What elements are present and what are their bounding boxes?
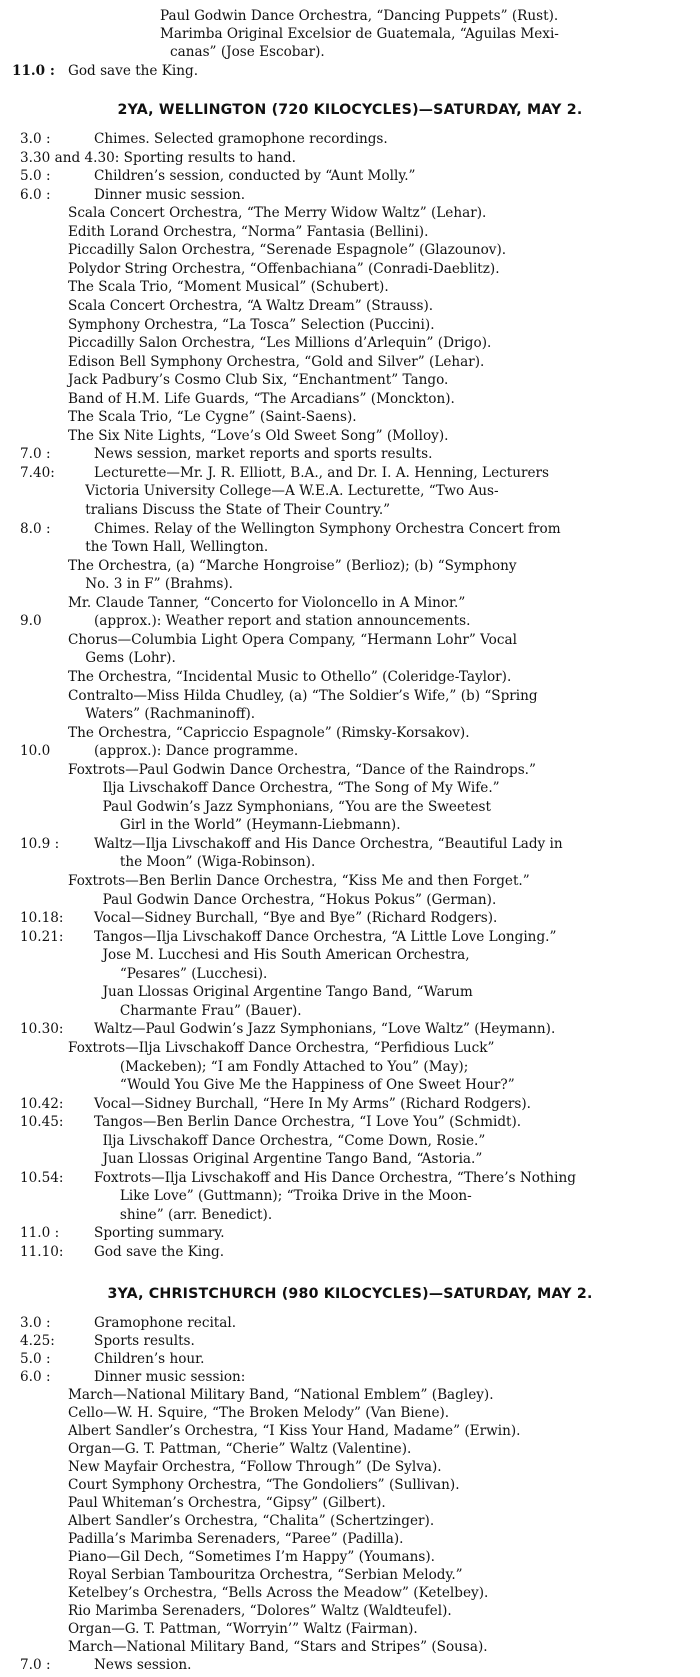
programme-line [20, 853, 315, 871]
programme-time: 6.0 : [20, 1369, 51, 1385]
programme-line [20, 427, 448, 445]
programme-time: 10.0 [20, 743, 51, 760]
programme-time: 4.25: [20, 1333, 55, 1349]
programme-line [20, 1187, 472, 1205]
programme-text: Children’s session, conducted by “Aunt Molly.” [94, 168, 416, 185]
programme-line [20, 742, 298, 760]
programme-line [20, 1386, 494, 1404]
programme-text: Foxtrots—Ben Berlin Dance Orchestra, “Kiss Me and then Forget.” [68, 873, 530, 889]
programme-line [20, 1638, 488, 1656]
programme-time: 10.45: [20, 1114, 64, 1131]
programme-line [20, 612, 470, 630]
programme-text: 3.30 and 4.30: Sporting results to hand. [20, 149, 296, 166]
programme-line [20, 1422, 520, 1440]
programme-line [20, 334, 491, 352]
programme-text: March—National Military Band, “Stars and Stripes” (Sousa). [68, 1639, 488, 1655]
programme-line [20, 1404, 449, 1422]
programme-text: The Orchestra, “Capriccio Espagnole” (Rimsky-Korsakov). [68, 724, 470, 741]
programme-text: Foxtrots—Ilja Livschakoff and His Dance Orchestra, “There’s Nothing [94, 1169, 576, 1186]
programme-line [20, 1332, 195, 1350]
programme-time: 8.0 : [20, 520, 51, 537]
programme-text: Scala Concert Orchestra, “The Merry Widow Waltz” (Lehar). [68, 205, 487, 222]
programme-line [20, 705, 255, 723]
programme-line [20, 872, 530, 890]
programme-line [20, 538, 268, 556]
programme-text: No. 3 in F” (Brahms). [68, 576, 234, 593]
programme-line [20, 1169, 576, 1187]
programme-line [20, 631, 517, 649]
programme-text: Sporting summary. [94, 1225, 225, 1242]
programme-line [20, 353, 484, 371]
programme-line [20, 316, 435, 334]
programme-text: Juan Llossas Original Argentine Tango Band, “Warum [68, 984, 473, 1001]
programme-text: Organ—G. T. Pattman, “Worryin’” Waltz (Fairman). [68, 1621, 418, 1637]
programme-text: March—National Military Band, “National Emblem” (Bagley). [68, 1387, 494, 1403]
programme-text: Edison Bell Symphony Orchestra, “Gold and Silver” (Lehar). [68, 353, 485, 370]
programme-text: News session, market reports and sports results. [94, 446, 433, 463]
programme-line [20, 1076, 515, 1094]
programme-text: The Orchestra, “Incidental Music to Othello” (Coleridge-Taylor). [68, 668, 512, 685]
programme-text: Children’s hour. [94, 1351, 205, 1367]
programme-line [20, 1566, 463, 1584]
programme-text: Piccadilly Salon Orchestra, “Serenade Espagnole” (Glazounov). [68, 242, 507, 259]
programme-text: Paul Whiteman’s Orchestra, “Gipsy” (Gilbert). [68, 1495, 386, 1511]
programme-text: Girl in the World” (Heymann-Liebmann). [68, 817, 401, 834]
programme-line [20, 1602, 452, 1620]
programme-text: Vocal—Sidney Burchall, “Bye and Bye” (Richard Rodgers). [94, 910, 498, 927]
programme-line [20, 575, 233, 593]
programme-line [20, 1206, 272, 1224]
programme-text: Waltz—Ilja Livschakoff and His Dance Orchestra, “Beautiful Lady in [94, 835, 563, 852]
programme-time: 10.21: [20, 928, 64, 945]
programme-text: Ilja Livschakoff Dance Orchestra, “The Song of My Wife.” [68, 780, 500, 797]
programme-line [20, 816, 401, 834]
programme-text: God save the King. [94, 1244, 225, 1260]
programme-time: 5.0 : [20, 1351, 51, 1367]
programme-text: tralians Discuss the State of Their Country.” [68, 502, 391, 518]
programme-line [20, 1350, 205, 1368]
programme-text: Edith Lorand Orchestra, “Norma” Fantasia (Bellini). [68, 223, 429, 240]
programme-line [20, 204, 486, 222]
programme-text: Ketelbey’s Orchestra, “Bells Across the Meadow” (Ketelbey). [68, 1585, 489, 1601]
programme-text: Ilja Livschakoff Dance Orchestra, “Come Down, Rosie.” [68, 1132, 486, 1149]
programme-line [20, 1530, 403, 1548]
programme-line [20, 798, 491, 816]
programme-line [20, 891, 496, 909]
programme-line [20, 241, 506, 259]
programme-text: Tangos—Ilja Livschakoff Dance Orchestra, “A Little Love Longing.” [94, 928, 557, 945]
programme-line [20, 649, 176, 667]
programme-time: 10.42: [20, 1095, 64, 1112]
programme-text: Like Love” (Guttmann); “Troika Drive in the Moon- [68, 1188, 472, 1205]
top-item: Paul Godwin Dance Orchestra, “Dancing Puppets” (Rust). [160, 8, 559, 24]
programme-text: Dinner music session: [94, 1369, 246, 1385]
programme-text: Charmante Frau” (Bauer). [68, 1002, 302, 1019]
programme-text: the Moon” (Wiga-Robinson). [68, 854, 316, 871]
programme-text: Foxtrots—Ilja Livschakoff Dance Orchestra, “Perfidious Luck” [68, 1039, 495, 1056]
programme-text: Scala Concert Orchestra, “A Waltz Dream” (Strauss). [68, 297, 434, 314]
programme-line [20, 1620, 418, 1638]
programme-line [20, 687, 538, 705]
programme-text: Chimes. Selected gramophone recordings. [94, 131, 388, 147]
programme-time: 6.0 : [20, 186, 51, 203]
programme-line [20, 186, 245, 204]
section-heading-wellington: 2YA, WELLINGTON (720 KILOCYCLES)—SATURDAY, MAY 2. [117, 102, 583, 118]
programme-line [20, 1002, 302, 1020]
programme-text: Organ—G. T. Pattman, “Cherie” Waltz (Valentine). [68, 1441, 412, 1457]
programme-text: Paul Godwin Dance Orchestra, “Hokus Pokus” (German). [68, 891, 497, 908]
programme-text: Foxtrots—Paul Godwin Dance Orchestra, “Dance of the Raindrops.” [68, 761, 536, 778]
programme-line [20, 1440, 411, 1458]
programme-text: (approx.): Weather report and station announcements. [94, 613, 471, 630]
programme-line [20, 668, 511, 686]
programme-line [20, 946, 470, 964]
programme-text: Sports results. [94, 1333, 195, 1349]
closing-line [12, 62, 198, 80]
programme-line [20, 1458, 442, 1476]
programme-line [20, 1224, 225, 1242]
programme-time: 7.40: [20, 464, 55, 481]
programme-text: Piano—Gil Dech, “Sometimes I’m Happy” (Youmans). [68, 1549, 435, 1565]
programme-time: 10.18: [20, 910, 64, 927]
programme-line [20, 1132, 485, 1150]
programme-text: Paul Godwin’s Jazz Symphonians, “You are the Sweetest [68, 798, 491, 815]
programme-line [20, 1095, 531, 1113]
programme-text: Lecturette—Mr. J. R. Elliott, B.A., and Dr. I. A. Henning, Lecturers [94, 464, 549, 481]
programme-line [20, 761, 536, 779]
top-item: canas” (Jose Escobar). [170, 44, 325, 60]
programme-line [20, 1039, 494, 1057]
programme-line [20, 983, 473, 1001]
programme-time: 11.0 : [20, 1225, 60, 1242]
top-item: Marimba Original Excelsior de Guatemala, “Aguilas Mexi- [160, 26, 559, 42]
programme-line [20, 557, 517, 575]
programme-line [20, 371, 448, 389]
programme-line [20, 278, 389, 296]
programme-text: Dinner music session. [94, 186, 246, 203]
programme-line [20, 594, 465, 612]
closing-text: God save the King. [68, 63, 199, 79]
programme-line [20, 779, 500, 797]
programme-text: Jack Padbury’s Cosmo Club Six, “Enchantment” Tango. [68, 372, 449, 389]
programme-line [20, 1020, 555, 1038]
programme-time: 10.54: [20, 1169, 64, 1186]
programme-text: Victoria University College—A W.E.A. Lecturette, “Two Aus- [68, 483, 499, 500]
programme-time: 11.10: [20, 1244, 64, 1260]
programme-text: Padilla’s Marimba Serenaders, “Paree” (Padilla). [68, 1531, 404, 1547]
programme-line [20, 482, 499, 500]
programme-text: “Pesares” (Lucchesi). [68, 965, 268, 982]
programme-text: Symphony Orchestra, “La Tosca” Selection (Puccini). [68, 316, 435, 333]
programme-text: Albert Sandler’s Orchestra, “Chalita” (Schertzinger). [68, 1513, 435, 1529]
programme-line [20, 501, 390, 519]
programme-line [20, 167, 415, 185]
programme-line [20, 1548, 435, 1566]
programme-text: Contralto—Miss Hilda Chudley, (a) “The Soldier’s Wife,” (b) “Spring [68, 687, 538, 704]
programme-text: Gramophone recital. [94, 1315, 237, 1331]
closing-time: 11.0 : [12, 63, 55, 79]
programme-text: Royal Serbian Tambouritza Orchestra, “Serbian Melody.” [68, 1567, 463, 1583]
programme-text: Jose M. Lucchesi and His South American Orchestra, [68, 947, 470, 964]
programme-text: (approx.): Dance programme. [94, 743, 299, 760]
programme-line [20, 130, 388, 148]
programme-line [20, 464, 549, 482]
programme-text: Albert Sandler’s Orchestra, “I Kiss Your Hand, Madame” (Erwin). [68, 1423, 521, 1439]
programme-text: Court Symphony Orchestra, “The Gondoliers” (Sullivan). [68, 1477, 460, 1493]
programme-text: Waltz—Paul Godwin’s Jazz Symphonians, “Love Waltz” (Heymann). [94, 1021, 556, 1038]
programme-line [20, 835, 563, 853]
programme-time: 7.0 : [20, 1657, 51, 1673]
programme-text: Cello—W. H. Squire, “The Broken Melody” (Van Biene). [68, 1405, 450, 1421]
programme-text: Mr. Claude Tanner, “Concerto for Violoncello in A Minor.” [68, 594, 466, 611]
programme-text: “Would You Give Me the Happiness of One Sweet Hour?” [68, 1077, 515, 1094]
programme-line [20, 445, 432, 463]
programme-line [20, 1314, 236, 1332]
programme-text: (Mackeben); “I am Fondly Attached to You” (May); [68, 1058, 469, 1075]
programme-time: 9.0 [20, 613, 42, 630]
programme-time: 5.0 : [20, 168, 51, 185]
programme-time: 10.30: [20, 1021, 64, 1038]
programme-line [20, 1584, 488, 1602]
programme-line [20, 390, 455, 408]
programme-time: 3.0 : [20, 131, 51, 147]
programme-line [20, 520, 561, 538]
programme-line [20, 297, 433, 315]
programme-time: 10.9 : [20, 835, 60, 852]
programme-line [20, 909, 497, 927]
programme-line [20, 1113, 521, 1131]
programme-text: New Mayfair Orchestra, “Follow Through” (De Sylva). [68, 1459, 442, 1475]
programme-text: shine” (arr. Benedict). [68, 1206, 273, 1223]
programme-line [20, 1058, 468, 1076]
programme-text: Piccadilly Salon Orchestra, “Les Millions d’Arlequin” (Drigo). [68, 335, 492, 352]
programme-line [20, 965, 267, 983]
programme-text: Chimes. Relay of the Wellington Symphony Orchestra Concert from [94, 520, 561, 537]
programme-line [20, 1512, 434, 1530]
programme-line [20, 408, 357, 426]
programme-text: The Scala Trio, “Moment Musical” (Schubert). [68, 279, 389, 296]
programme-text: the Town Hall, Wellington. [68, 539, 269, 556]
programme-line [20, 1150, 482, 1168]
programme-text: Chorus—Columbia Light Opera Company, “Hermann Lohr” Vocal [68, 631, 517, 648]
programme-time: 3.0 : [20, 1315, 51, 1331]
section-heading-christchurch: 3YA, CHRISTCHURCH (980 KILOCYCLES)—SATURDAY, MAY 2. [107, 1286, 593, 1302]
programme-text: Polydor String Orchestra, “Offenbachiana” (Conradi-Daeblitz). [68, 260, 500, 277]
programme-text: The Orchestra, (a) “Marche Hongroise” (Berlioz); (b) “Symphony [68, 557, 517, 574]
programme-line [20, 1494, 386, 1512]
programme-line [20, 724, 470, 742]
programme-line [20, 260, 500, 278]
programme-line [20, 1243, 224, 1261]
programme-text: Juan Llossas Original Argentine Tango Band, “Astoria.” [68, 1151, 483, 1168]
programme-text: The Six Nite Lights, “Love’s Old Sweet Song” (Molloy). [68, 427, 449, 444]
programme-text: The Scala Trio, “Le Cygne” (Saint-Saens). [68, 409, 357, 426]
programme-line [20, 223, 428, 241]
programme-text: News session. [94, 1657, 192, 1673]
programme-line [20, 928, 556, 946]
programme-line [20, 1476, 460, 1494]
programme-text: Waters” (Rachmaninoff). [68, 706, 256, 723]
programme-line [20, 1656, 191, 1674]
programme-line [20, 1368, 245, 1386]
programme-text: Band of H.M. Life Guards, “The Arcadians” (Monckton). [68, 390, 455, 407]
programme-line [20, 149, 296, 167]
programme-text: Vocal—Sidney Burchall, “Here In My Arms” (Richard Rodgers). [94, 1095, 532, 1112]
programme-time: 7.0 : [20, 446, 51, 463]
programme-text: Rio Marimba Serenaders, “Dolores” Waltz (Waldteufel). [68, 1603, 452, 1619]
programme-text: Gems (Lohr). [68, 650, 176, 667]
programme-text: Tangos—Ben Berlin Dance Orchestra, “I Love You” (Schmidt). [94, 1114, 522, 1131]
